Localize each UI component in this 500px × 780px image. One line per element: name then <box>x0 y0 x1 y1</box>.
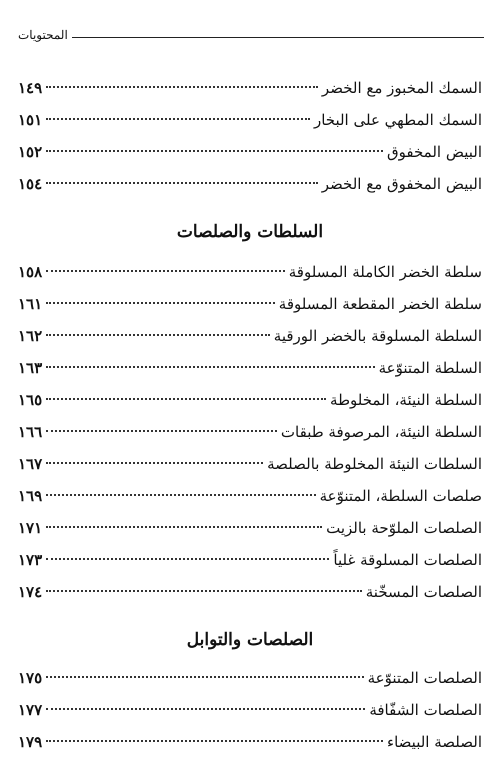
toc-entry-title: الصلصة البيضاء <box>387 733 482 751</box>
leader-dots <box>46 150 383 152</box>
toc-page-number: ١٦٣ <box>18 359 43 377</box>
toc-entry <box>18 168 482 200</box>
toc-entry-title: السلطة النيئة، المخلوطة <box>330 391 482 409</box>
toc-page-number: ١٤٩ <box>18 79 43 97</box>
toc-entry <box>18 544 482 576</box>
toc-page-number: ١٧١ <box>18 519 43 537</box>
toc-entry-title: البيض المخفوق <box>386 143 482 161</box>
leader-dots <box>46 676 363 678</box>
toc-page-number: ١٧٥ <box>18 669 43 687</box>
toc-entry-title: الصلصات الملوّحة بالزيت <box>326 519 482 537</box>
toc-entry-title: الصلصات المتنوّعة <box>367 669 482 687</box>
toc-entry-title: السلطة المسلوقة بالخضر الورقية <box>273 327 482 345</box>
toc-entry <box>18 256 482 288</box>
toc-page-number: ١٥٢ <box>18 143 43 161</box>
toc-page-number: ١٦٥ <box>18 391 43 409</box>
toc-entry <box>18 416 482 448</box>
leader-dots <box>46 334 270 336</box>
toc-entry <box>18 694 482 726</box>
toc-page-number: ١٥١ <box>18 111 43 129</box>
leader-dots <box>46 558 329 560</box>
toc-page-number: ١٧٣ <box>18 551 43 569</box>
toc-entry <box>18 384 482 416</box>
toc-entry-title: الصلصات المسخّنة <box>365 583 482 601</box>
leader-dots <box>46 302 275 304</box>
toc-page-number: ١٥٨ <box>18 263 43 281</box>
toc-page-number: ١٦١ <box>18 295 43 313</box>
toc-entry <box>18 726 482 758</box>
toc-entry <box>18 512 482 544</box>
running-header-title: المحتويات <box>18 28 68 42</box>
toc-page-number: ١٧٧ <box>18 701 43 719</box>
toc-entry <box>18 576 482 608</box>
toc-entry-title: السلطة المتنوّعة <box>378 359 482 377</box>
toc-entry <box>18 320 482 352</box>
toc-entry <box>18 480 482 512</box>
leader-dots <box>46 270 285 272</box>
toc-list-fish-eggs <box>18 72 482 200</box>
toc-page-number: ١٧٩ <box>18 733 43 751</box>
leader-dots <box>46 86 318 88</box>
toc-page-number: ١٦٦ <box>18 423 43 441</box>
toc-entry <box>18 662 482 694</box>
leader-dots <box>46 740 383 742</box>
leader-dots <box>46 118 310 120</box>
leader-dots <box>46 398 326 400</box>
toc-entry <box>18 104 482 136</box>
toc-entry-title: سلطة الخضر المقطعة المسلوقة <box>278 295 482 313</box>
toc-page-number: ١٦٩ <box>18 487 43 505</box>
toc-entry-title: البيض المخفوق مع الخضر <box>321 175 482 193</box>
toc-list-salads <box>18 256 482 608</box>
toc-page-number: ١٦٧ <box>18 455 43 473</box>
toc-list-sauces <box>18 662 482 758</box>
toc-page-number: ١٦٢ <box>18 327 43 345</box>
header-rule <box>72 37 484 38</box>
leader-dots <box>46 366 374 368</box>
toc-entry <box>18 448 482 480</box>
toc-entry <box>18 352 482 384</box>
leader-dots <box>46 526 322 528</box>
toc-page-number: ١٥٤ <box>18 175 43 193</box>
toc-entry-title: السمك المطهي على البخار <box>313 111 482 129</box>
leader-dots <box>46 430 277 432</box>
leader-dots <box>46 708 365 710</box>
toc-entry-title: سلطة الخضر الكاملة المسلوقة <box>288 263 482 281</box>
toc-entry <box>18 288 482 320</box>
leader-dots <box>46 462 263 464</box>
running-header <box>18 22 484 42</box>
leader-dots <box>46 494 315 496</box>
toc-entry-title: السمك المخبوز مع الخضر <box>321 79 482 97</box>
toc-entry-title: السلطات النيئة المخلوطة بالصلصة <box>267 455 482 473</box>
toc-entry-title: الصلصات الشفّافة <box>369 701 482 719</box>
leader-dots <box>46 182 318 184</box>
toc-entry-title: الصلصات المسلوقة غلياً <box>333 551 482 569</box>
toc-entry-title: صلصات السلطة، المتنوّعة <box>319 487 482 505</box>
toc-entry <box>18 136 482 168</box>
toc-entry-title: السلطة النيئة، المرصوفة طبقات <box>280 423 482 441</box>
section-heading-sauces: الصلصات والتوابل <box>186 630 314 650</box>
leader-dots <box>46 590 362 592</box>
toc-page-number: ١٧٤ <box>18 583 43 601</box>
section-heading-salads: السلطات والصلصات <box>176 222 324 242</box>
toc-entry <box>18 72 482 104</box>
